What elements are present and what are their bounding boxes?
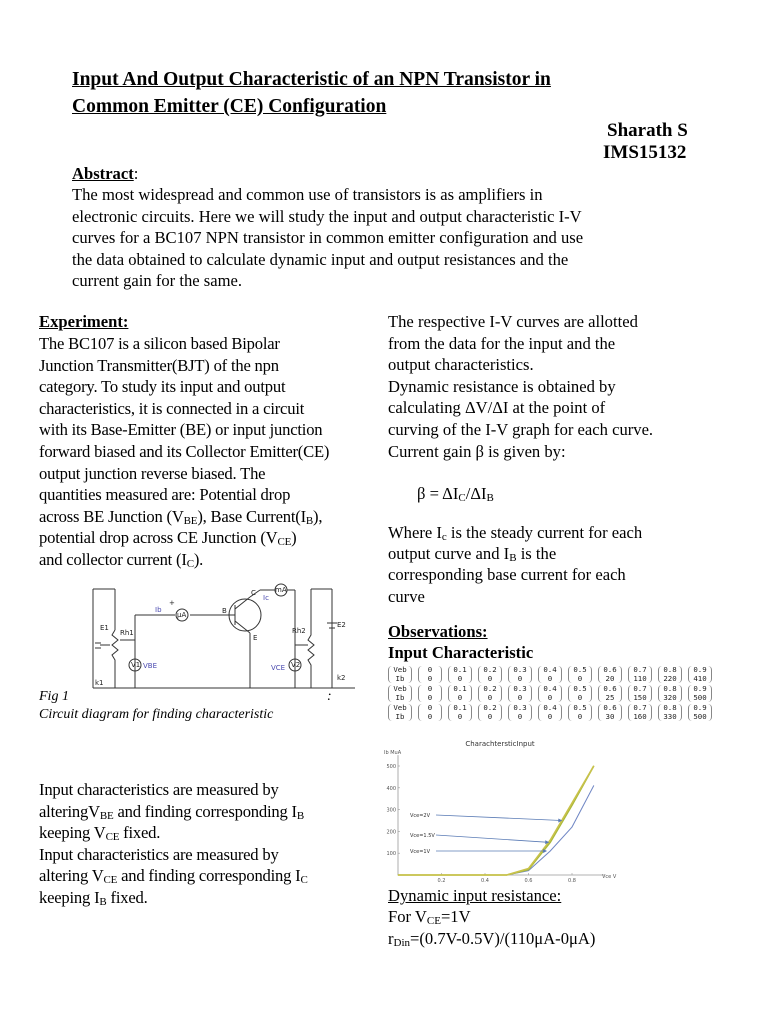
text-run: =(0.7V-0.5V)/(110μA-0μA) <box>410 929 596 948</box>
row-label: Veb <box>393 665 407 674</box>
ib-value: 330 <box>663 711 677 721</box>
subscript: C <box>458 492 466 504</box>
subscript: B <box>99 896 107 908</box>
veb-value: 0.7 <box>633 703 647 712</box>
text-run: and finding corresponding I <box>113 801 297 821</box>
matrix-cell <box>448 666 472 683</box>
method-line <box>388 420 653 440</box>
circuit-label: VBE <box>143 662 158 670</box>
data-point <box>419 875 420 876</box>
matrix-label-cell <box>388 685 412 702</box>
text-run: fixed. <box>106 888 148 907</box>
veb-value: 0.8 <box>663 684 677 693</box>
circuit-label: V1 <box>131 661 141 669</box>
experiment-line <box>39 464 265 484</box>
text-run: output curve and I <box>388 544 510 564</box>
input-characteristic-heading: Input Characteristic <box>388 643 534 662</box>
matrix-cell <box>538 685 562 702</box>
text-run: ), Base Current(I <box>197 506 306 526</box>
ib-value: 0 <box>547 692 553 702</box>
dynamic-resistance-formula <box>388 929 595 949</box>
text-run: and finding corresponding I <box>117 866 301 886</box>
veb-value: 0.9 <box>693 665 707 674</box>
veb-value: 0 <box>427 703 433 712</box>
x-tick-label: 0.2 <box>437 878 446 884</box>
figure-caption: Circuit diagram for finding characteristic <box>39 707 274 722</box>
matrix-cell <box>628 666 652 683</box>
circuit-diagram <box>85 585 346 705</box>
ib-value: 410 <box>693 673 707 683</box>
matrix-label-cell <box>388 666 412 683</box>
characteristic-line <box>39 780 279 800</box>
subscript: CE <box>277 536 292 549</box>
matrix-cell <box>598 704 622 721</box>
veb-value: 0.2 <box>483 703 497 712</box>
subscript: c <box>441 531 447 543</box>
data-point <box>506 875 507 876</box>
y-tick-label: 100 <box>386 851 396 858</box>
subscript: BE <box>99 809 114 822</box>
subscript: CE <box>103 874 118 887</box>
text-run: Dynamic resistance is obtained by <box>388 376 616 396</box>
x-tick-label: 0.6 <box>524 878 533 884</box>
text-run: corresponding base current for each <box>388 565 626 585</box>
data-point <box>463 875 464 876</box>
series-line-vce-2v <box>398 766 594 875</box>
circuit-label: μA <box>177 611 187 619</box>
circuit-label: B <box>222 607 227 615</box>
experiment-heading: Experiment: <box>39 312 129 331</box>
annotation-label: Vce=1V <box>410 849 431 855</box>
text-run: ). <box>193 550 204 569</box>
circuit-label: E2 <box>337 621 346 629</box>
veb-value: 0.6 <box>603 684 617 693</box>
text-run: Junction Transmitter(BJT) of the npn <box>39 355 279 375</box>
matrix-cell <box>688 666 712 683</box>
method-line <box>388 312 638 332</box>
subscript: CE <box>426 915 441 927</box>
ib-value: 0 <box>547 711 553 721</box>
matrix-cell <box>508 704 532 721</box>
ib-value: 150 <box>633 692 647 702</box>
matrix-row <box>388 685 712 702</box>
data-point <box>550 842 551 843</box>
matrix-cell <box>658 685 682 702</box>
matrix-cell <box>538 666 562 683</box>
text-run: β = ΔI <box>417 484 459 503</box>
definition-line <box>388 544 556 564</box>
veb-value: 0.8 <box>663 703 677 712</box>
subscript: B <box>296 809 305 822</box>
current-gain-formula <box>417 484 494 504</box>
circuit-label: V2 <box>291 661 301 669</box>
input-data-matrix <box>388 666 712 723</box>
series-line-vce-1-5v <box>398 766 594 875</box>
text-run: The respective I-V curves are allotted <box>388 312 638 331</box>
x-tick-label: 0.4 <box>481 878 489 884</box>
text-run: characteristics, it is connected in a circuit <box>39 398 305 418</box>
y-tick-label: 200 <box>386 829 396 836</box>
text-run: For V <box>388 907 427 926</box>
method-line <box>388 377 616 397</box>
matrix-cell <box>508 666 532 683</box>
text-run: with its Base-Emitter (BE) or input junction <box>39 420 323 440</box>
veb-value: 0.1 <box>453 665 467 674</box>
circuit-label: mA <box>275 586 287 594</box>
veb-value: 0.9 <box>693 684 707 693</box>
ib-value: 0 <box>547 673 553 683</box>
text-run: calculating ΔV/ΔI at the point of <box>388 398 606 418</box>
circuit-label: + <box>169 599 175 607</box>
subscript: C <box>186 558 194 570</box>
veb-value: 0.5 <box>573 665 587 674</box>
row-label: Veb <box>393 703 407 712</box>
matrix-cell <box>568 704 592 721</box>
ib-value: 500 <box>693 711 707 721</box>
subscript: C <box>300 874 308 887</box>
subscript: Din <box>393 937 411 949</box>
abstract-line: electronic circuits. Here we will study the input and output characteristic I-V <box>72 206 582 226</box>
text-run: altering V <box>39 866 104 886</box>
rheostat-1-icon <box>112 630 118 688</box>
experiment-line <box>39 550 203 570</box>
x-axis-label: Vce V <box>602 874 617 880</box>
data-point <box>593 766 594 767</box>
dynamic-resistance-heading: Dynamic input resistance: <box>388 886 562 905</box>
y-tick-label: 500 <box>386 764 396 770</box>
matrix-cell <box>538 704 562 721</box>
data-point <box>593 785 594 786</box>
circuit-label: E1 <box>100 624 109 632</box>
data-point <box>572 827 573 828</box>
data-point <box>550 840 551 841</box>
annotation-label: Vce=1.5V <box>410 833 435 839</box>
circuit-label: Rh1 <box>120 629 134 637</box>
veb-value: 0.4 <box>543 684 557 693</box>
figure-label: Fig 1 <box>39 689 69 704</box>
veb-value: 0.6 <box>603 703 617 712</box>
title-line-2: Common Emitter (CE) Configuration <box>72 96 387 117</box>
text-run: Where I <box>388 523 442 542</box>
text-run: keeping I <box>39 888 100 907</box>
title-line-1: Input And Output Characteristic of an NPN Transistor in <box>72 69 551 90</box>
matrix-cell <box>478 704 502 721</box>
text-run: ) <box>291 528 297 548</box>
text-run: curving of the I-V graph for each curve. <box>388 420 654 439</box>
text-run: keeping V <box>39 823 106 843</box>
abstract-line: the data obtained to calculate dynamic input and output resistances and the <box>72 249 569 269</box>
ib-value: 0 <box>487 711 493 721</box>
matrix-cell <box>448 704 472 721</box>
annotation-arrow <box>436 835 548 842</box>
veb-value: 0 <box>427 665 433 674</box>
dynamic-vce-line <box>388 907 471 927</box>
ib-value: 0 <box>517 673 523 683</box>
text-run: category. To study its input and output <box>39 377 286 397</box>
matrix-cell <box>628 704 652 721</box>
y-tick-label: 300 <box>386 807 396 814</box>
ib-value: 0 <box>457 692 463 702</box>
characteristic-line <box>39 845 279 865</box>
text-run: and collector current (I <box>39 550 187 569</box>
veb-value: 0.6 <box>603 665 617 674</box>
veb-value: 0.7 <box>633 665 647 674</box>
ib-value: 220 <box>663 673 677 683</box>
ib-value: 0 <box>427 673 433 683</box>
row-label: Ib <box>395 711 405 721</box>
veb-value: 0.4 <box>543 665 557 674</box>
matrix-row <box>388 666 712 683</box>
matrix-cell <box>688 685 712 702</box>
matrix-label-cell <box>388 704 412 721</box>
data-point <box>485 875 486 876</box>
text-run: ), <box>313 506 323 526</box>
veb-value: 0.1 <box>453 703 467 712</box>
abstract-line: The most widespread and common use of transistors is as amplifiers in <box>72 185 543 204</box>
subscript: CE <box>105 831 120 844</box>
matrix-row <box>388 704 712 721</box>
ib-value: 0 <box>427 711 433 721</box>
data-point <box>528 868 529 869</box>
text-run: The BC107 is a silicon based Bipolar <box>39 334 280 353</box>
text-run: =1V <box>440 907 471 926</box>
matrix-cell <box>628 685 652 702</box>
ib-value: 25 <box>605 692 615 702</box>
input-characteristic-chart <box>380 735 620 885</box>
text-run: alteringV <box>39 801 100 821</box>
abstract-colon: : <box>133 164 139 183</box>
veb-value: 0.3 <box>513 665 527 674</box>
abstract-line: curves for a BC107 NPN transistor in common emitter configuration and use <box>72 228 584 247</box>
author-name: Sharath S <box>607 120 688 141</box>
ib-value: 0 <box>577 673 583 683</box>
characteristic-line <box>39 866 308 886</box>
circuit-label: k1 <box>95 679 104 687</box>
characteristic-line <box>39 823 160 843</box>
ib-value: 0 <box>487 673 493 683</box>
definition-line <box>388 523 642 543</box>
ib-value: 0 <box>457 673 463 683</box>
matrix-cell <box>658 666 682 683</box>
ib-value: 500 <box>693 692 707 702</box>
experiment-line <box>39 507 322 527</box>
abstract-heading-line <box>72 164 138 184</box>
text-run: is the <box>516 544 557 564</box>
matrix-cell <box>418 685 442 702</box>
ib-value: 0 <box>577 692 583 702</box>
ib-value: 0 <box>577 711 583 721</box>
veb-value: 0.1 <box>453 684 467 693</box>
veb-value: 0.9 <box>693 703 707 712</box>
text-run: potential drop across CE Junction (V <box>39 528 278 548</box>
veb-value: 0 <box>427 684 433 693</box>
text-run: is the steady current for each <box>446 523 643 542</box>
data-point <box>572 803 573 804</box>
text-run: from the data for the input and the <box>388 333 616 353</box>
observations-heading: Observations: <box>388 622 488 641</box>
experiment-line <box>39 485 290 505</box>
matrix-cell <box>688 704 712 721</box>
series-line-vce-1v <box>398 786 594 875</box>
method-line <box>388 398 605 418</box>
matrix-cell <box>658 704 682 721</box>
characteristic-line <box>39 888 148 908</box>
abstract-line: current gain for the same. <box>72 271 243 290</box>
experiment-line <box>39 334 280 354</box>
ib-value: 20 <box>605 673 615 683</box>
experiment-line <box>39 377 285 397</box>
veb-value: 0.8 <box>663 665 677 674</box>
text-run: output junction reverse biased. The <box>39 463 266 483</box>
text-run: Input characteristics are measured by <box>39 844 279 864</box>
row-label: Ib <box>395 692 405 702</box>
circuit-label: C <box>251 589 256 597</box>
data-point <box>398 875 399 876</box>
matrix-cell <box>508 685 532 702</box>
definition-line <box>388 565 626 585</box>
matrix-cell <box>478 685 502 702</box>
data-point <box>550 851 551 852</box>
matrix-cell <box>568 666 592 683</box>
text-run: Current gain β is given by: <box>388 441 566 461</box>
abstract-heading: Abstract <box>72 164 134 183</box>
definition-line <box>388 587 425 607</box>
veb-value: 0.4 <box>543 703 557 712</box>
author-id: IMS15132 <box>603 142 687 163</box>
x-tick-label: 0.8 <box>568 878 576 884</box>
veb-value: 0.7 <box>633 684 647 693</box>
figure-colon: : <box>327 689 332 704</box>
experiment-line <box>39 442 329 462</box>
veb-value: 0.2 <box>483 665 497 674</box>
veb-value: 0.3 <box>513 703 527 712</box>
veb-value: 0.3 <box>513 684 527 693</box>
veb-value: 0.2 <box>483 684 497 693</box>
circuit-label: VCE <box>271 664 286 672</box>
ib-value: 30 <box>605 711 615 721</box>
ib-value: 110 <box>633 673 647 683</box>
ib-value: 0 <box>517 711 523 721</box>
matrix-cell <box>448 685 472 702</box>
experiment-line <box>39 420 322 440</box>
text-run: Input characteristics are measured by <box>39 780 279 799</box>
annotation-label: Vce=2V <box>410 813 431 819</box>
text-run: forward biased and its Collector Emitter(CE) <box>39 442 330 461</box>
method-line <box>388 355 534 375</box>
method-line <box>388 442 566 462</box>
annotation-arrow <box>436 815 561 821</box>
matrix-cell <box>478 666 502 683</box>
experiment-line <box>39 356 279 376</box>
row-label: Ib <box>395 673 405 683</box>
ib-value: 0 <box>427 692 433 702</box>
rheostat-2-icon <box>308 589 314 688</box>
data-point <box>441 875 442 876</box>
experiment-line <box>39 399 304 419</box>
subscript: B <box>305 514 314 527</box>
row-label: Veb <box>393 684 407 693</box>
text-run: r <box>388 929 394 948</box>
circuit-label: Ib <box>155 606 162 614</box>
chart-title: CharachtersticInput <box>465 740 535 748</box>
characteristic-line <box>39 802 304 822</box>
matrix-cell <box>568 685 592 702</box>
experiment-line <box>39 528 296 548</box>
ib-value: 160 <box>633 711 647 721</box>
subscript: B <box>509 552 517 565</box>
matrix-cell <box>418 704 442 721</box>
text-run: curve <box>388 586 425 606</box>
text-run: fixed. <box>119 823 161 843</box>
text-run: across BE Junction (V <box>39 506 184 526</box>
subscript: BE <box>183 514 198 527</box>
matrix-cell <box>418 666 442 683</box>
veb-value: 0.5 <box>573 703 587 712</box>
circuit-label: Rh2 <box>292 627 306 635</box>
method-line <box>388 334 615 354</box>
y-axis-label: Ib MuA <box>384 750 402 756</box>
circuit-label: Ic <box>263 594 269 602</box>
circuit-label: k2 <box>337 674 346 682</box>
ib-value: 0 <box>487 692 493 702</box>
text-run: output characteristics. <box>388 355 534 375</box>
veb-value: 0.5 <box>573 684 587 693</box>
y-tick-label: 400 <box>386 785 396 792</box>
matrix-cell <box>598 666 622 683</box>
text-run: quantities measured are: Potential drop <box>39 485 291 505</box>
matrix-cell <box>598 685 622 702</box>
subscript: B <box>486 492 494 504</box>
circuit-label: E <box>253 634 258 642</box>
text-run: /ΔI <box>465 484 487 503</box>
ib-value: 0 <box>517 692 523 702</box>
ib-value: 320 <box>663 692 677 702</box>
ib-value: 0 <box>457 711 463 721</box>
